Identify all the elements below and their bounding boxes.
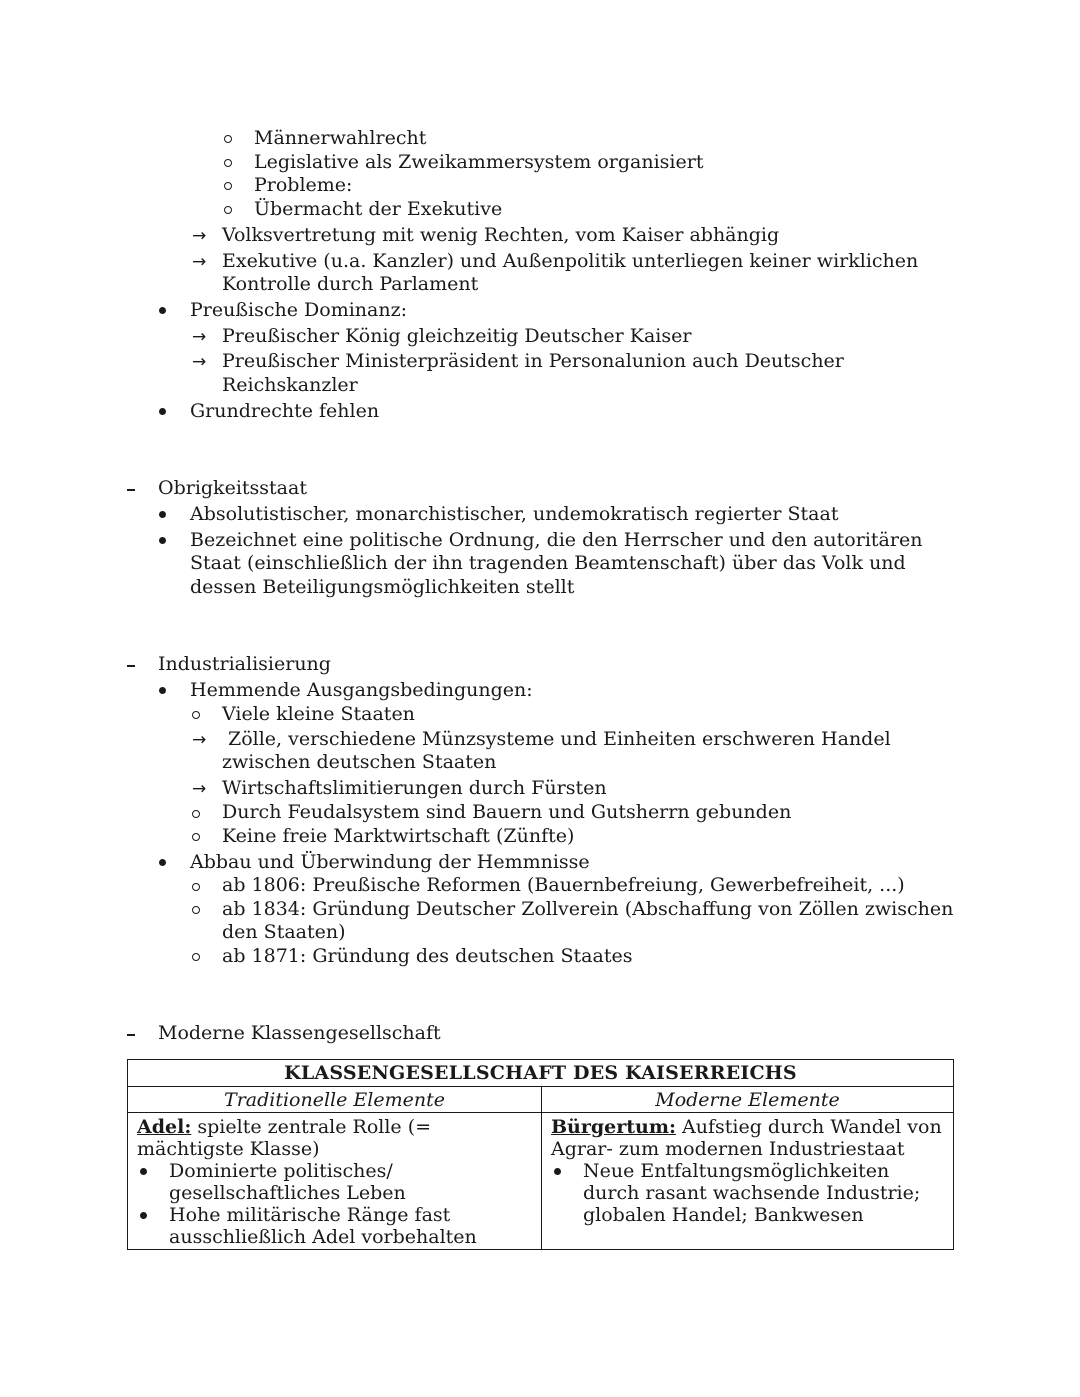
list-item: Zölle, verschiedene Münzsysteme und Einheiten erschweren Handel [228,728,891,750]
list-item-continuation: Reichskanzler [222,374,358,396]
dash-bullet-icon [127,665,135,667]
list-item: Exekutive (u.a. Kanzler) und Außenpolitik unterliegen keiner wirklichen [222,250,919,272]
list-item: Preußischer Ministerpräsident in Personalunion auch Deutscher [222,350,844,372]
list-item [137,1160,533,1204]
adel-text: spielte zentrale Rolle (= mächtigste Klasse) [137,1116,432,1160]
list-item-continuation: Staat (einschließlich der ihn tragenden Beamtenschaft) über das Volk und [190,552,906,574]
list-item-text: Dominierte politisches/ gesellschaftliches Leben [169,1160,406,1204]
list-item: Viele kleine Staaten [222,703,415,725]
section-heading: Industrialisierung [158,653,331,675]
arrow-icon: → [192,352,207,372]
klassen-table [127,1059,954,1250]
list-item-continuation: dessen Beteiligungsmöglichkeiten stellt [190,576,575,598]
dot-bullet-icon [554,1168,561,1175]
list-item-continuation: Kontrolle durch Parlament [222,273,479,295]
circle-bullet-icon [192,711,200,719]
dot-bullet-icon [159,687,166,694]
list-item: Grundrechte fehlen [190,400,380,422]
adel-list [137,1160,533,1248]
table-cell-traditionell [128,1113,542,1250]
dash-bullet-icon [127,489,135,491]
circle-bullet-icon [224,206,232,214]
list-item: ab 1834: Gründung Deutscher Zollverein (Abschaffung von Zöllen zwischen [222,898,954,920]
circle-bullet-icon [224,182,232,190]
arrow-icon: → [192,327,207,347]
list-item: Abbau und Überwindung der Hemmnisse [190,851,590,873]
dot-bullet-icon [140,1212,147,1219]
section-heading: Obrigkeitsstaat [158,477,307,499]
adel-lead [137,1116,533,1160]
circle-bullet-icon [192,833,200,841]
list-item: Bezeichnet eine politische Ordnung, die den Herrscher und den autoritären [190,529,923,551]
dot-bullet-icon [159,859,166,866]
buerger-list [551,1160,945,1226]
dot-bullet-icon [140,1168,147,1175]
list-item: Durch Feudalsystem sind Bauern und Gutsherrn gebunden [222,801,792,823]
list-item: ab 1871: Gründung des deutschen Staates [222,945,633,967]
dot-bullet-icon [159,408,166,415]
list-item: Hemmende Ausgangsbedingungen: [190,679,533,701]
list-item-continuation: zwischen deutschen Staaten [222,751,497,773]
table-cell-modern [542,1113,954,1250]
arrow-icon: → [192,730,207,750]
list-item: Absolutistischer, monarchistischer, undemokratisch regierter Staat [190,503,839,525]
arrow-icon: → [192,226,207,246]
adel-label: Adel: [137,1116,192,1138]
dot-bullet-icon [159,537,166,544]
list-item-continuation: den Staaten) [222,921,346,943]
list-item-text: Neue Entfaltungsmöglichkeiten durch rasant wachsende Industrie; globalen Handel; Bankwesen [583,1160,921,1226]
circle-bullet-icon [192,953,200,961]
list-item: Männerwahlrecht [254,127,427,149]
buerger-text: Aufstieg durch Wandel von Agrar- zum modernen Industriestaat [551,1116,942,1160]
list-item: Volksvertretung mit wenig Rechten, vom Kaiser abhängig [222,224,780,246]
section-heading: Moderne Klassengesellschaft [158,1022,441,1044]
arrow-icon: → [192,252,207,272]
circle-bullet-icon [224,159,232,167]
list-item: Probleme: [254,174,353,196]
list-item [137,1204,533,1248]
list-item: Wirtschaftslimitierungen durch Fürsten [222,777,607,799]
circle-bullet-icon [192,810,200,818]
table-header-traditionell: Traditionelle Elemente [128,1087,542,1113]
buerger-label: Bürgertum: [551,1116,676,1138]
circle-bullet-icon [224,135,232,143]
list-item: Übermacht der Exekutive [254,198,503,220]
list-item: ab 1806: Preußische Reformen (Bauernbefreiung, Gewerbefreiheit, ...) [222,874,905,896]
dot-bullet-icon [159,307,166,314]
arrow-icon: → [192,779,207,799]
table-title: KLASSENGESELLSCHAFT DES KAISERREICHS [128,1060,954,1087]
list-item: Keine freie Marktwirtschaft (Zünfte) [222,825,575,847]
dot-bullet-icon [159,511,166,518]
list-item: Legislative als Zweikammersystem organisiert [254,151,704,173]
list-item [551,1160,945,1226]
buerger-lead [551,1116,945,1160]
list-item: Preußischer König gleichzeitig Deutscher Kaiser [222,325,692,347]
list-item: Preußische Dominanz: [190,299,408,321]
circle-bullet-icon [192,906,200,914]
table-header-modern: Moderne Elemente [542,1087,954,1113]
list-item-text: Hohe militärische Ränge fast ausschließlich Adel vorbehalten [169,1204,477,1248]
dash-bullet-icon [127,1034,135,1036]
circle-bullet-icon [192,883,200,891]
